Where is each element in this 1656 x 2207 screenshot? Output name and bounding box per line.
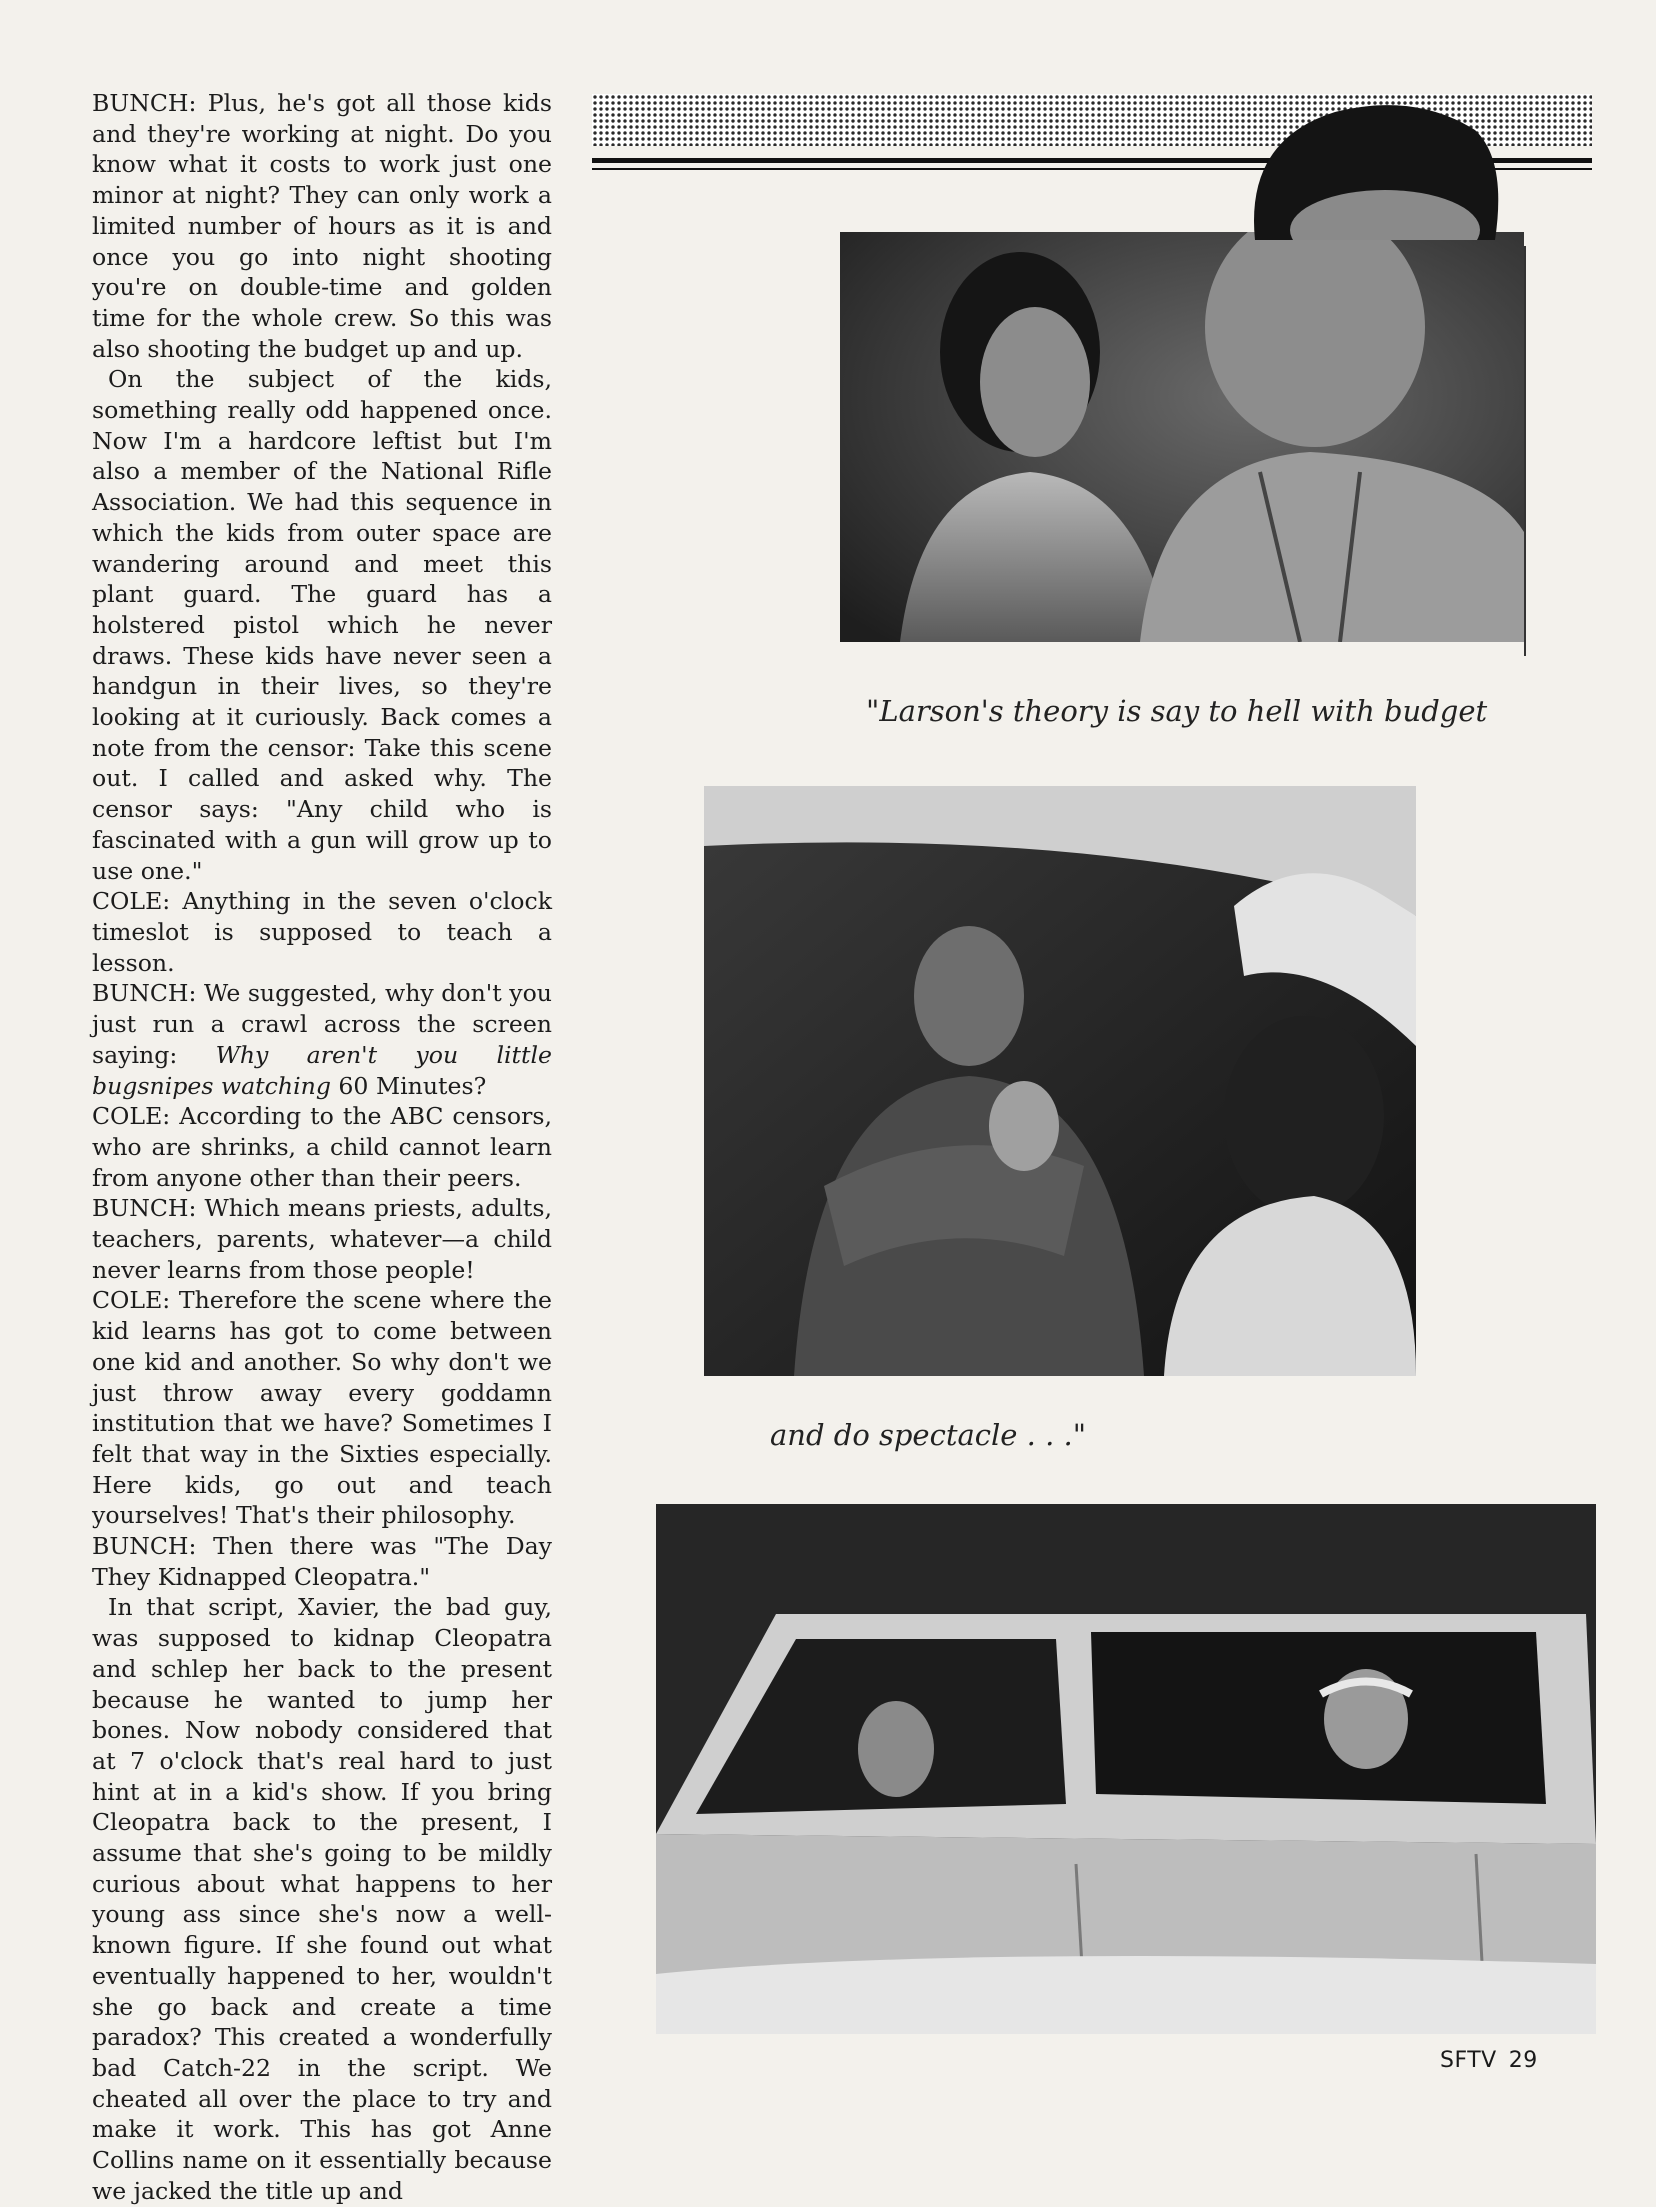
article-column bbox=[92, 88, 552, 2207]
photo-man-carrying-child-image bbox=[704, 786, 1416, 1376]
photo-two-men bbox=[840, 232, 1524, 642]
speaker-label: COLE: bbox=[92, 887, 171, 916]
paragraph-text: We suggested, why don't you just run a crawl across the screen saying: bbox=[92, 979, 552, 1069]
magazine-name: SFTV bbox=[1440, 2048, 1497, 2073]
caption-top: "Larson's theory is say to hell with budget bbox=[866, 694, 1488, 728]
speaker-label: COLE: bbox=[92, 1102, 171, 1131]
page-folio bbox=[1440, 2048, 1550, 2073]
paragraph-text: Anything in the seven o'clock timeslot is supposed to teach a lesson. bbox=[92, 887, 553, 977]
paragraph-text: According to the ABC censors, who are shrinks, a child cannot learn from anyone other than their peers. bbox=[92, 1102, 552, 1192]
speaker-label: BUNCH: bbox=[92, 1194, 197, 1223]
photo-two-men-image bbox=[840, 232, 1524, 642]
article-paragraph bbox=[92, 886, 552, 978]
paragraph-text: Then there was "The Day They Kidnapped Cleopatra." bbox=[92, 1532, 553, 1591]
article-paragraph bbox=[92, 364, 552, 886]
article-paragraph bbox=[92, 1193, 552, 1285]
speaker-label: BUNCH: bbox=[92, 89, 197, 117]
caption-bottom: and do spectacle . . ." bbox=[770, 1418, 1087, 1452]
speaker-label: BUNCH: bbox=[92, 1532, 197, 1561]
paragraph-text: Therefore the scene where the kid learns has got to come between one kid and another. So why don't we just throw away every goddamn institution that we have? Sometimes I felt that way in the Sixties especially. Here kids, go out and teach yourselves! That's their philosophy. bbox=[92, 1286, 552, 1530]
photo-head-overlap bbox=[1245, 100, 1507, 240]
paragraph-text: Which means priests, adults, teachers, parents, whatever—a child never learns from those people! bbox=[92, 1194, 552, 1284]
article-paragraph bbox=[92, 1285, 552, 1531]
speaker-label: COLE: bbox=[92, 1286, 171, 1315]
paragraph-text: In that script, Xavier, the bad guy, was supposed to kidnap Cleopatra and schlep her back to the present because he wanted to jump her bones. Now nobody considered that at 7 o'clock that's real hard to just hint at in a kid's show. If you bring Cleopatra back to the present, I assume that she's going to be mildly curious about what happens to her young ass since she's now a well-known figure. If she found out what eventually happened to her, wouldn't she go back and create a time paradox? This created a wonderfully bad Catch-22 in the script. We cheated all over the place to try and make it work. This has got Anne Collins name on it essentially because we jacked the title up and bbox=[92, 1593, 552, 2205]
article-paragraph bbox=[92, 978, 552, 1101]
paragraph-tail: 60 Minutes? bbox=[338, 1071, 487, 1100]
paragraph-text: On the subject of the kids, something really odd happened once. Now I'm a hardcore leftist but I'm also a member of the National Rifle Association. We had this sequence in which the kids from outer space are wandering around and meet this plant guard. The guard has a holstered pistol which he never draws. These kids have never seen a handgun in their lives, so they're looking at it curiously. Back comes a note from the censor: Take this scene out. I called and asked why. The censor says: "Any child who is fascinated with a gun will grow up to use one." bbox=[92, 365, 552, 885]
article-paragraph bbox=[92, 88, 552, 364]
article-paragraph bbox=[92, 1101, 552, 1193]
article-paragraph bbox=[92, 1531, 552, 1592]
speaker-label: BUNCH: bbox=[92, 979, 197, 1008]
photo-edge-line bbox=[1524, 246, 1526, 656]
photo-man-carrying-child bbox=[704, 786, 1416, 1376]
photo-cockpit-image bbox=[656, 1504, 1596, 2034]
page-number: 29 bbox=[1508, 2048, 1538, 2073]
italic-text: Why aren't you little bugsnipes watching bbox=[92, 1040, 553, 1100]
paragraph-text: Plus, he's got all those kids and they're working at night. Do you know what it costs to work just one minor at night? They can only work a limited number of hours as it is and once you go into night shooting you're on double-time and golden time for the whole crew. So this was also shooting the budget up and up. bbox=[92, 89, 553, 363]
photo-cockpit bbox=[656, 1504, 1596, 2034]
article-paragraph bbox=[92, 1592, 552, 2206]
